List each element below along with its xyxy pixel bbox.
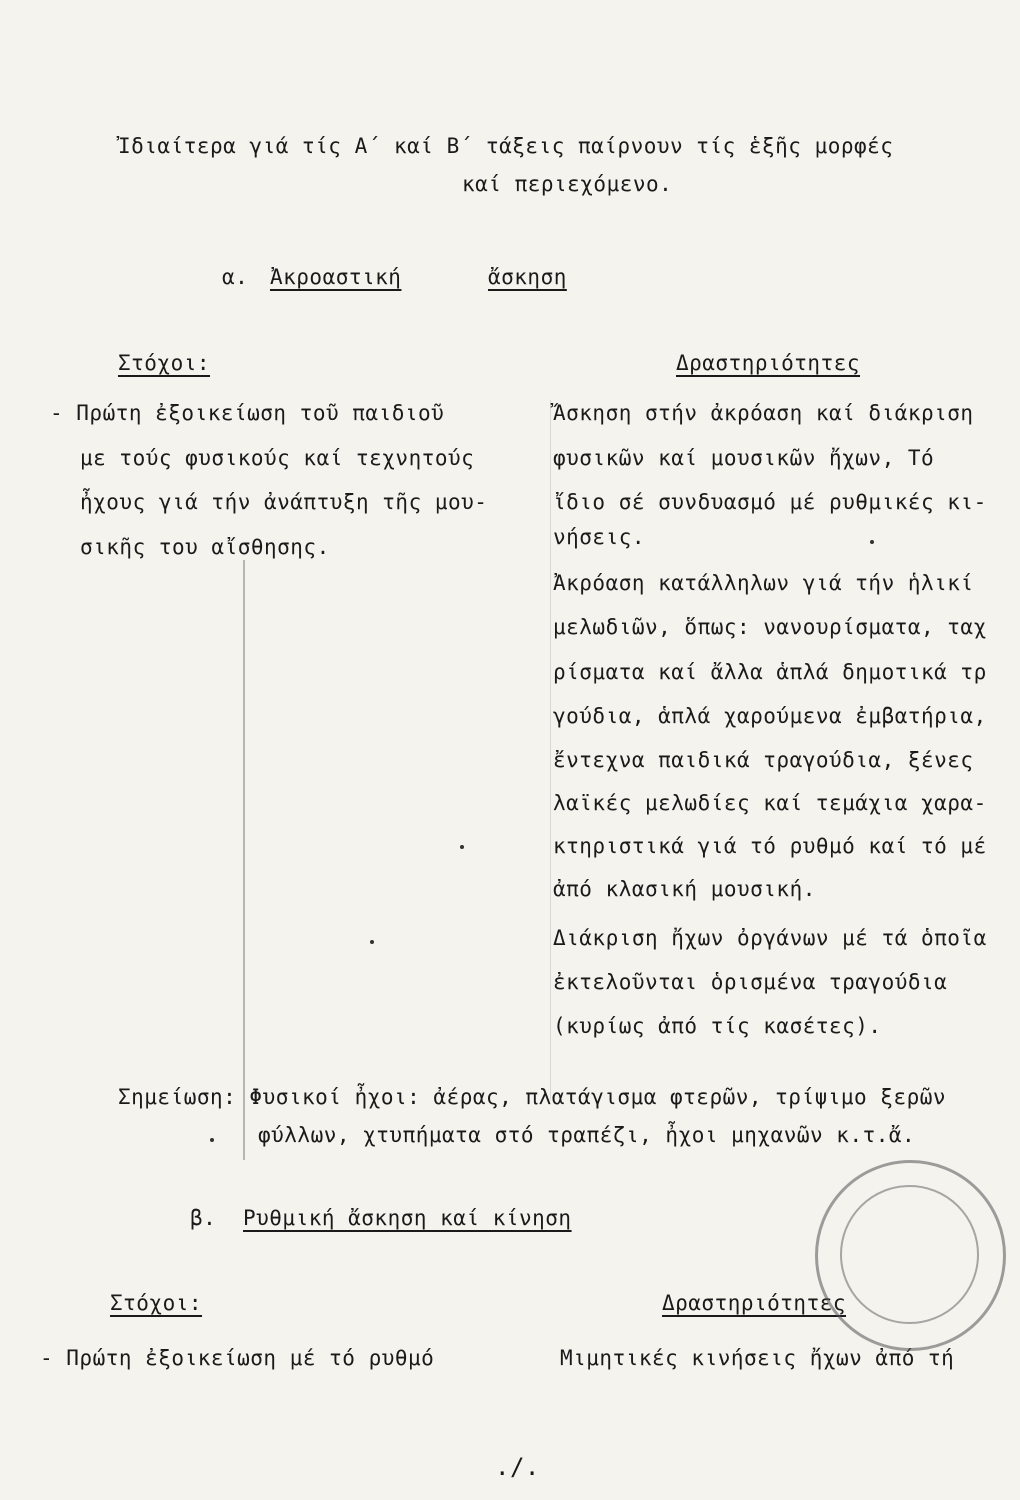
- section-a-activity-line: Διάκριση ἤχων ὀργάνων μέ τά ὁποῖα: [553, 926, 987, 950]
- scan-line: [550, 400, 551, 1100]
- section-a-activity-line: (κυρίως ἀπό τίς κασέτες).: [553, 1014, 882, 1038]
- section-a-activity-line: κτηριστικά γιά τό ρυθμό καί τό μέ: [553, 834, 987, 858]
- section-b-title: Ρυθμική ἄσκηση καί κίνηση: [243, 1206, 572, 1230]
- section-a-activities-header: Δραστηριότητες: [676, 351, 861, 375]
- section-b-goals-header: Στόχοι:: [110, 1291, 203, 1315]
- section-a-activity-line: Ἄσκηση στήν ἀκρόαση καί διάκριση: [553, 401, 974, 425]
- library-stamp-inner-ring: [840, 1185, 979, 1324]
- section-b-activities-header: Δραστηριότητες: [662, 1291, 847, 1315]
- page-continuation-mark: ./.: [495, 1453, 540, 1481]
- section-b-letter: β.: [190, 1206, 217, 1230]
- section-a-activity-line: ἔντεχνα παιδικά τραγούδια, ξένες: [553, 748, 974, 772]
- library-stamp-icon: [815, 1160, 1006, 1351]
- section-a-activity-line: Ἀκρόαση κατάλληλων γιά τήν ἡλικί: [553, 571, 974, 595]
- section-a-activity-line: ἴδιο σέ συνδυασμό μέ ρυθμικές κι-: [553, 490, 987, 514]
- scan-speck: [870, 540, 874, 544]
- intro-line-1: Ἰδιαίτερα γιά τίς Α΄ καί Β΄ τάξεις παίρνουν τίς ἑξῆς μορφές: [118, 134, 894, 158]
- scan-speck: [370, 940, 374, 944]
- section-a-title-part1: Ἀκροαστική: [270, 265, 402, 289]
- scan-line: [243, 560, 245, 1160]
- section-a-goals-header: Στόχοι:: [118, 351, 211, 375]
- section-a-activity-line: λαϊκές μελωδίες καί τεμάχια χαρα-: [553, 791, 987, 815]
- intro-line-2: καί περιεχόμενο.: [462, 172, 673, 196]
- section-a-goal-line: - Πρώτη ἐξοικείωση τοῦ παιδιοῦ: [50, 401, 445, 425]
- section-a-activity-line: μελωδιῶν, ὅπως: νανουρίσματα, ταχ: [553, 615, 987, 639]
- section-b-activity-line: Μιμητικές κινήσεις ἤχων ἀπό τή: [560, 1346, 955, 1370]
- note-line-1: Σημείωση: Φυσικοί ἦχοι: ἀέρας, πλατάγισμα φτερῶν, τρίψιμο ξερῶν: [118, 1085, 947, 1109]
- section-a-letter: α.: [222, 265, 249, 289]
- note-line-2: φύλλων, χτυπήματα στό τραπέζι, ἦχοι μηχανῶν κ.τ.ἄ.: [258, 1123, 916, 1147]
- section-a-activity-line: ἀπό κλασική μουσική.: [553, 877, 816, 901]
- scan-speck: [210, 1138, 214, 1142]
- section-a-activity-line: ρίσματα καί ἄλλα ἁπλά δημοτικά τρ: [553, 660, 987, 684]
- scan-speck: [460, 845, 464, 849]
- section-b-goal-line: - Πρώτη ἐξοικείωση μέ τό ρυθμό: [40, 1346, 435, 1370]
- section-a-goal-line: σικῆς του αἴσθησης.: [80, 535, 330, 559]
- section-a-activity-line: νήσεις.: [553, 525, 646, 549]
- section-a-activity-line: γούδια, ἁπλά χαρούμενα ἐμβατήρια,: [553, 704, 987, 728]
- section-a-activity-line: φυσικῶν καί μουσικῶν ἤχων, Τό: [553, 446, 935, 470]
- section-a-activity-line: ἐκτελοῦνται ὁρισμένα τραγούδια: [553, 970, 948, 994]
- section-a-goal-line: ἦχους γιά τήν ἀνάπτυξη τῆς μου-: [80, 490, 488, 514]
- section-a-goal-line: με τούς φυσικούς καί τεχνητούς: [80, 446, 475, 470]
- section-a-title-part2: ἄσκηση: [488, 265, 567, 289]
